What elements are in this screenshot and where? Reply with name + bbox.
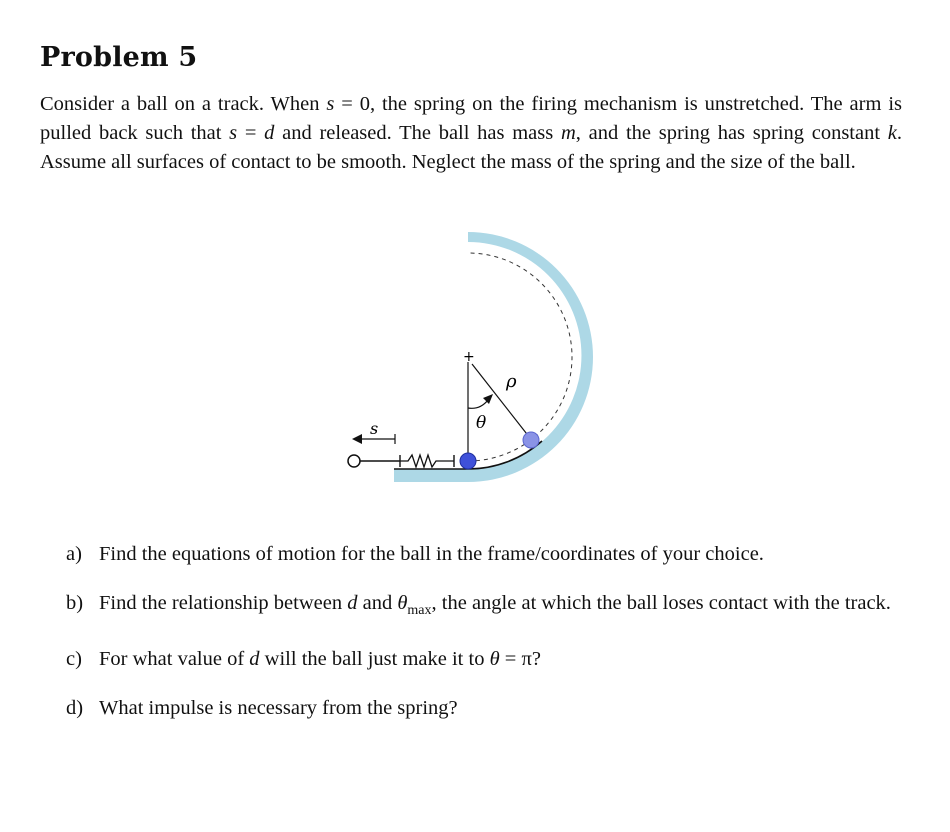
var-m: m	[560, 122, 576, 144]
question-list	[66, 540, 902, 743]
track-diagram	[330, 222, 630, 497]
var-s-2: s	[229, 122, 238, 144]
question-text: Find the equations of motion for the ball in the frame/coordinates of your choice.	[99, 543, 764, 565]
intro-text-1: Consider a ball on a track. When	[40, 93, 327, 115]
var-theta: θ	[397, 592, 408, 614]
var-d: d	[347, 592, 358, 614]
var-theta: θ	[489, 648, 500, 671]
question-b-pre: Find the relationship between	[99, 592, 348, 614]
question-label: c)	[66, 648, 82, 671]
var-d: d	[264, 122, 275, 144]
question-text	[99, 645, 902, 674]
ball-ghost	[523, 432, 539, 448]
problem-title: Problem 5	[40, 42, 198, 73]
question-b	[66, 589, 902, 625]
s-arrowhead	[352, 434, 362, 444]
track-band	[394, 232, 593, 482]
intro-text-4: , and the spring has spring constant	[575, 122, 888, 144]
ball	[460, 453, 476, 469]
question-c	[66, 645, 902, 674]
theta-arrowhead	[483, 394, 493, 404]
intro-eq: =	[237, 122, 265, 144]
var-k: k	[887, 122, 897, 144]
question-label: a)	[66, 543, 82, 565]
question-label: b)	[66, 592, 84, 614]
theta-label: θ	[476, 413, 487, 433]
theta-arc	[468, 400, 488, 408]
question-c-post: = π?	[499, 648, 541, 671]
var-d: d	[249, 648, 260, 671]
spring-coil	[400, 455, 454, 467]
question-b-post: , the angle at which the ball loses contact with the track.	[431, 592, 891, 614]
question-text	[99, 589, 902, 625]
track-diagram-svg	[330, 222, 630, 497]
intro-text-5: . Assume all surfaces of contact to be smooth. Neglect the mass of the spring and the size of the ball.	[40, 122, 902, 173]
plunger-knob	[348, 455, 360, 467]
var-s: s	[326, 93, 335, 115]
question-text: What impulse is necessary from the spring?	[99, 697, 458, 720]
rho-label: ρ	[506, 371, 517, 392]
question-label: d)	[66, 697, 84, 720]
question-b-mid: and	[357, 592, 398, 614]
subscript-max: max	[407, 603, 432, 619]
s-label: s	[370, 419, 379, 438]
intro-text-2: = 0, the spring on the firing mechanism is unstretched. The arm is pulled back such that	[40, 93, 902, 144]
center-plus: +	[463, 349, 475, 365]
question-c-pre: For what value of	[99, 648, 250, 671]
problem-statement	[40, 90, 902, 177]
intro-text-3: and released. The ball has mass	[274, 122, 561, 144]
question-c-mid: will the ball just make it to	[259, 648, 490, 671]
question-d	[66, 694, 902, 723]
question-a	[66, 540, 902, 569]
